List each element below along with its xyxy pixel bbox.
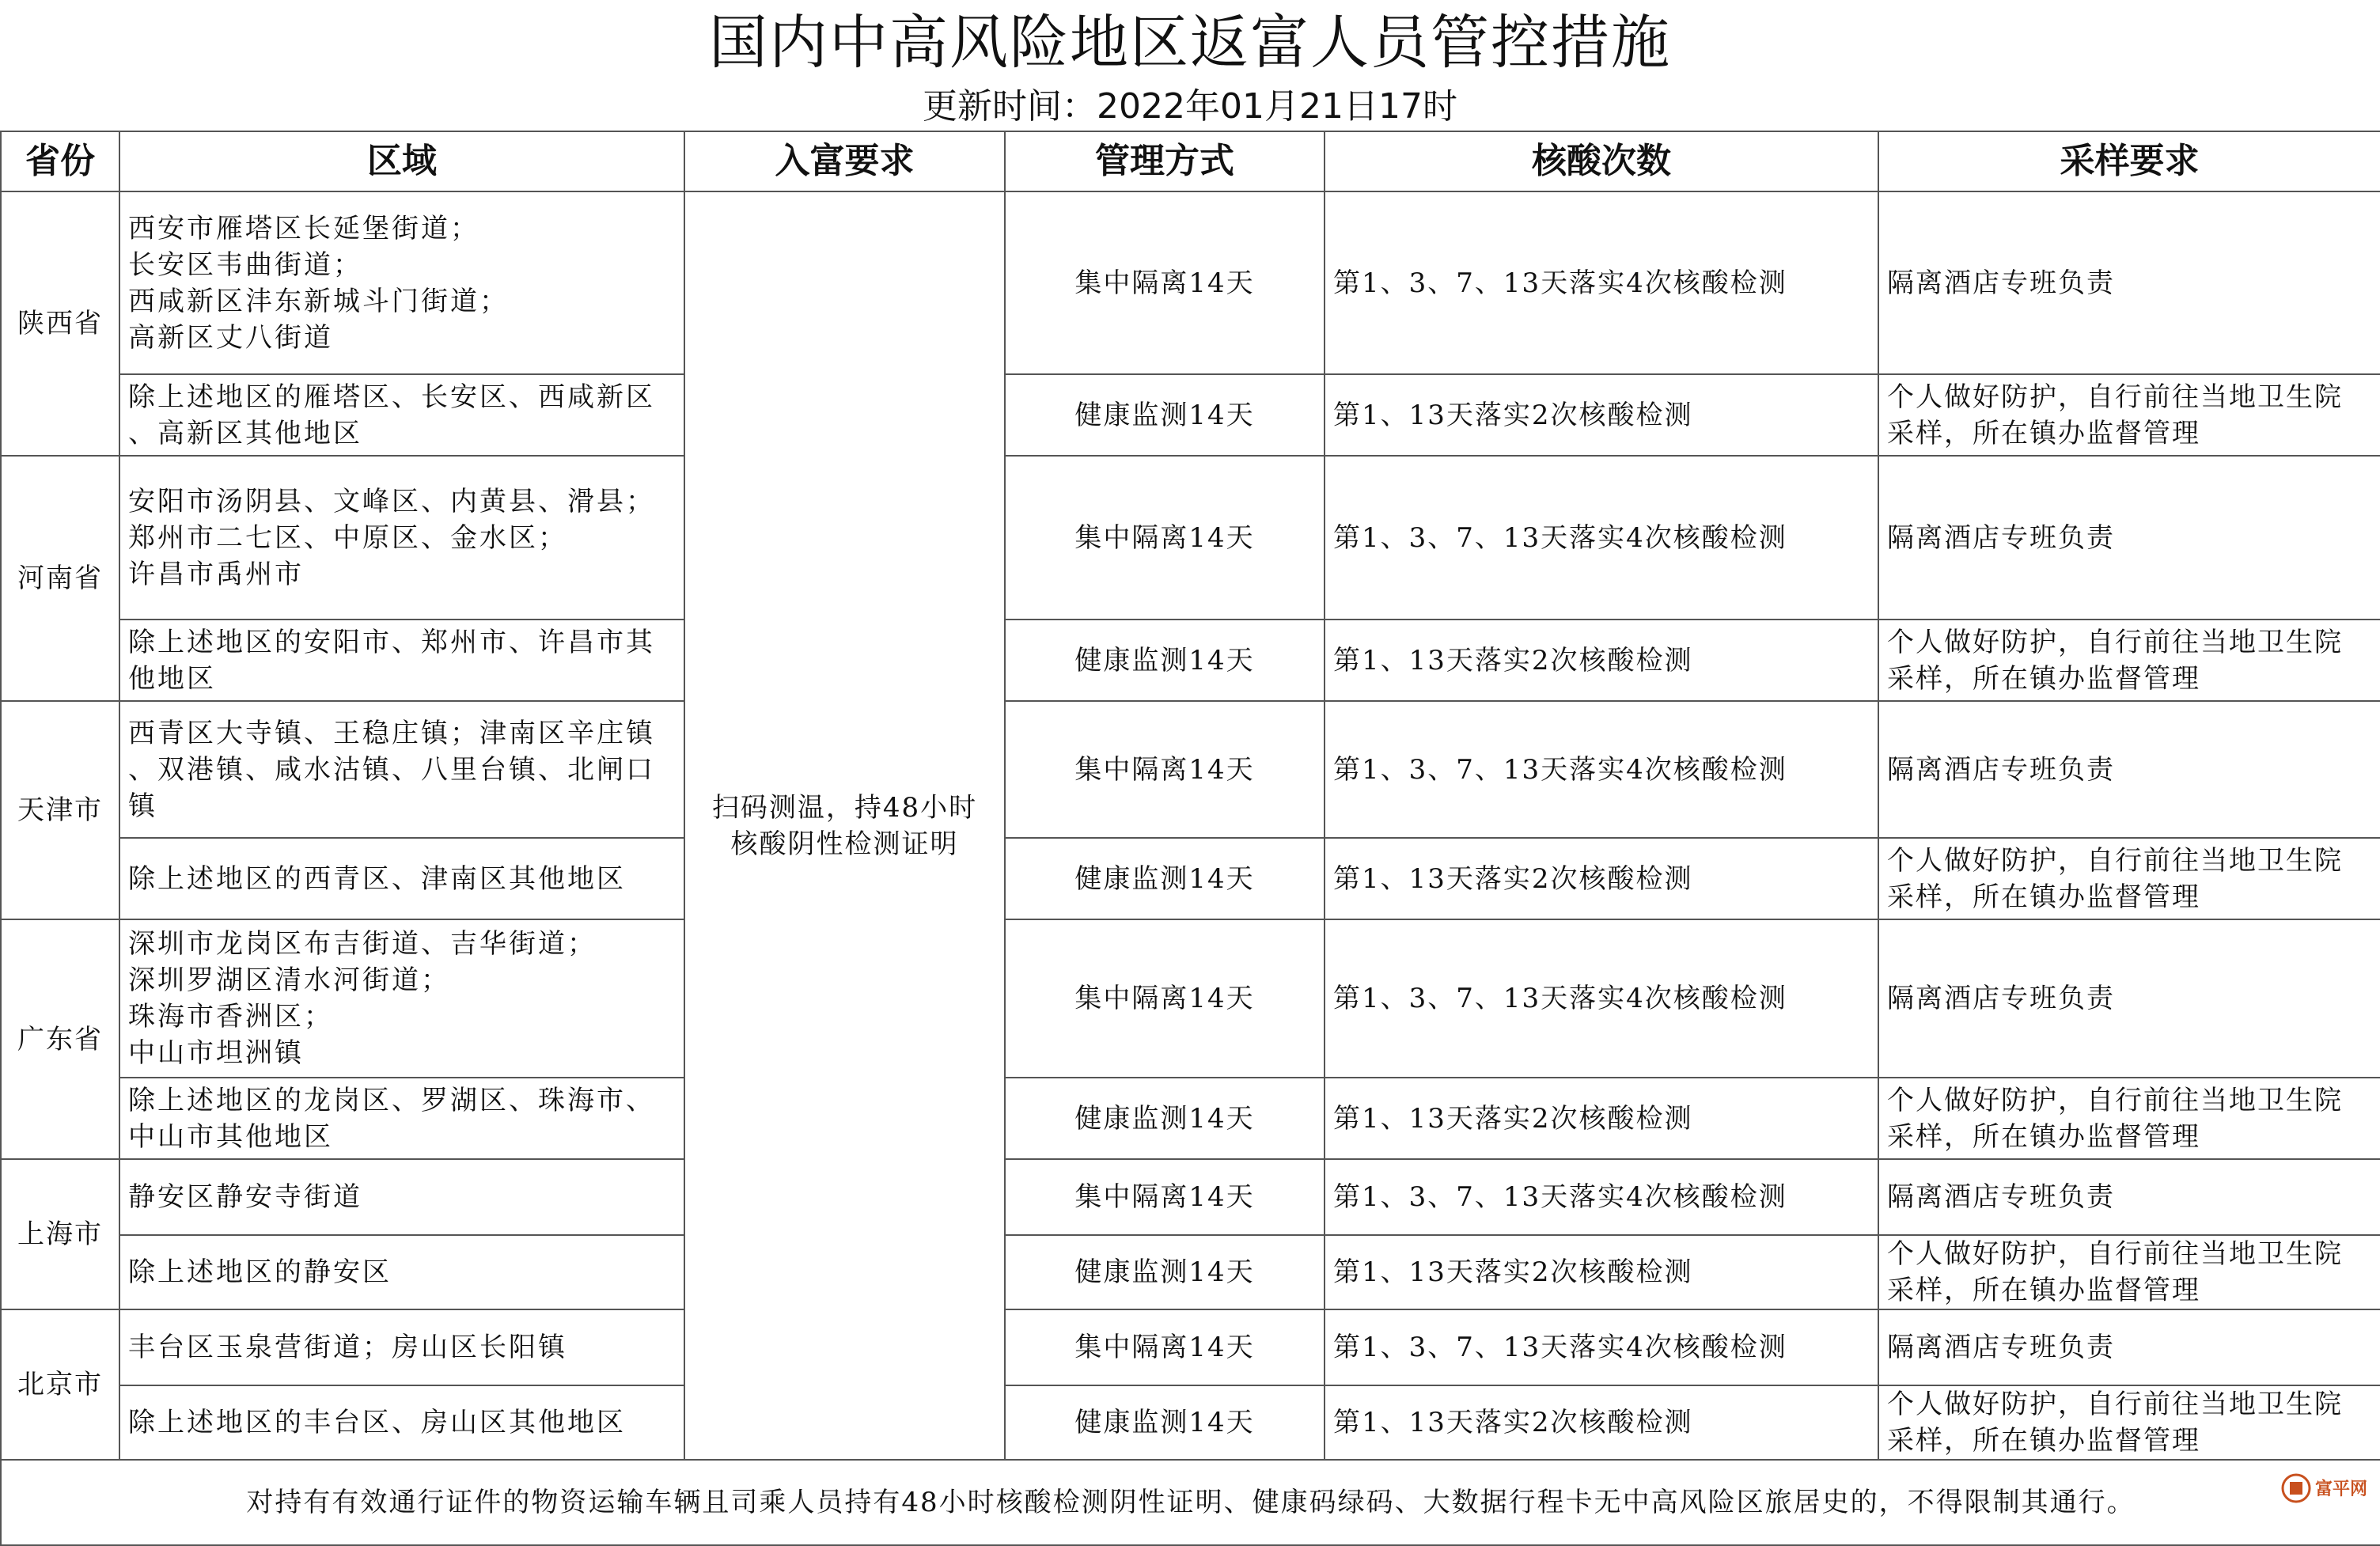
sampling-line: 个人做好防护，自行前往当地卫生院	[1887, 1389, 2343, 1420]
other-area-cell	[119, 1235, 684, 1309]
area-line: 、高新区其他地区	[128, 417, 362, 449]
nucleic-cell: 第1、13天落实2次核酸检测	[1325, 374, 1878, 456]
area-line: 西青区大寺镇、王稳庄镇；津南区辛庄镇	[128, 717, 655, 749]
high-risk-area-cell	[119, 919, 684, 1078]
sampling-line: 个人做好防护，自行前往当地卫生院	[1887, 1238, 2343, 1270]
footer-row	[1, 1460, 2380, 1545]
measures-table	[0, 131, 2380, 1546]
sampling-line: 采样，所在镇办监督管理	[1887, 881, 2200, 913]
entry-requirement-cell	[684, 191, 1005, 1460]
nucleic-cell: 第1、3、7、13天落实4次核酸检测	[1325, 701, 1878, 838]
area-line: 除上述地区的安阳市、郑州市、许昌市其	[128, 626, 655, 658]
province-cell: 广东省	[1, 919, 119, 1159]
area-line: 、双港镇、咸水沽镇、八里台镇、北闸口	[128, 753, 655, 786]
sampling-line: 个人做好防护，自行前往当地卫生院	[1887, 1084, 2343, 1116]
area-line: 中山市坦洲镇	[128, 1037, 304, 1069]
area-line: 深圳市龙岗区布吉街道、吉华街道；	[128, 928, 597, 960]
table-row	[1, 838, 2380, 919]
table-body	[1, 191, 2380, 1460]
other-area-cell	[119, 1078, 684, 1159]
management-cell: 集中隔离14天	[1005, 701, 1325, 838]
area-line: 静安区静安寺街道	[128, 1181, 362, 1213]
table-row	[1, 374, 2380, 456]
sampling-cell	[1878, 374, 2380, 456]
area-line: 西咸新区沣东新城斗门街道；	[128, 285, 509, 317]
province-cell: 上海市	[1, 1159, 119, 1309]
nucleic-cell: 第1、3、7、13天落实4次核酸检测	[1325, 191, 1878, 374]
sampling-cell: 隔离酒店专班负责	[1878, 1309, 2380, 1385]
sampling-cell: 隔离酒店专班负责	[1878, 919, 2380, 1078]
other-area-cell	[119, 1385, 684, 1460]
header-management: 管理方式	[1005, 131, 1325, 191]
sampling-line: 个人做好防护，自行前往当地卫生院	[1887, 844, 2343, 877]
high-risk-area-cell	[119, 456, 684, 620]
nucleic-cell: 第1、3、7、13天落实4次核酸检测	[1325, 919, 1878, 1078]
sampling-cell	[1878, 620, 2380, 701]
management-cell: 健康监测14天	[1005, 1078, 1325, 1159]
management-cell: 集中隔离14天	[1005, 191, 1325, 374]
management-cell: 集中隔离14天	[1005, 456, 1325, 620]
area-line: 珠海市香洲区；	[128, 1001, 333, 1033]
other-area-cell	[119, 374, 684, 456]
header-area: 区域	[119, 131, 684, 191]
area-line: 许昌市禹州市	[128, 558, 304, 590]
watermark-text: 富平网	[2315, 1480, 2368, 1499]
nucleic-cell: 第1、3、7、13天落实4次核酸检测	[1325, 456, 1878, 620]
header-entry: 入富要求	[684, 131, 1005, 191]
area-line: 深圳罗湖区清水河街道；	[128, 964, 450, 996]
table-row	[1, 1235, 2380, 1309]
table-row	[1, 191, 2380, 374]
other-area-cell	[119, 838, 684, 919]
nucleic-cell: 第1、3、7、13天落实4次核酸检测	[1325, 1309, 1878, 1385]
area-line: 郑州市二七区、中原区、金水区；	[128, 521, 567, 554]
management-cell: 健康监测14天	[1005, 1235, 1325, 1309]
nucleic-cell: 第1、13天落实2次核酸检测	[1325, 1235, 1878, 1309]
table-row	[1, 1385, 2380, 1460]
table-row	[1, 456, 2380, 620]
province-cell: 北京市	[1, 1309, 119, 1460]
table-row	[1, 620, 2380, 701]
sampling-cell: 隔离酒店专班负责	[1878, 701, 2380, 838]
high-risk-area-cell	[119, 701, 684, 838]
header-sampling: 采样要求	[1878, 131, 2380, 191]
province-cell: 陕西省	[1, 191, 119, 456]
nucleic-cell: 第1、13天落实2次核酸检测	[1325, 1385, 1878, 1460]
high-risk-area-cell	[119, 1309, 684, 1385]
page-title: 国内中高风险地区返富人员管控措施	[709, 9, 1671, 77]
sampling-line: 采样，所在镇办监督管理	[1887, 1120, 2200, 1153]
province-cell: 河南省	[1, 456, 119, 701]
province-cell: 天津市	[1, 701, 119, 919]
area-line: 西安市雁塔区长延堡街道；	[128, 212, 479, 244]
table-row	[1, 919, 2380, 1078]
header-province: 省份	[1, 131, 119, 191]
sampling-line: 个人做好防护，自行前往当地卫生院	[1887, 626, 2343, 658]
sampling-cell	[1878, 1235, 2380, 1309]
area-line: 除上述地区的龙岗区、罗湖区、珠海市、	[128, 1084, 655, 1116]
sampling-cell: 隔离酒店专班负责	[1878, 191, 2380, 374]
area-line: 长安区韦曲街道；	[128, 248, 362, 281]
management-cell: 健康监测14天	[1005, 838, 1325, 919]
sampling-cell	[1878, 1078, 2380, 1159]
area-line: 除上述地区的静安区	[128, 1256, 392, 1288]
nucleic-cell: 第1、13天落实2次核酸检测	[1325, 838, 1878, 919]
area-line: 他地区	[128, 662, 216, 695]
high-risk-area-cell	[119, 191, 684, 374]
area-line: 镇	[128, 790, 157, 822]
table-row	[1, 1309, 2380, 1385]
area-line: 除上述地区的丰台区、房山区其他地区	[128, 1407, 626, 1438]
other-area-cell	[119, 620, 684, 701]
area-line: 除上述地区的雁塔区、长安区、西咸新区	[128, 381, 655, 413]
sampling-line: 采样，所在镇办监督管理	[1887, 1275, 2200, 1306]
sampling-cell: 隔离酒店专班负责	[1878, 456, 2380, 620]
sampling-line: 个人做好防护，自行前往当地卫生院	[1887, 381, 2343, 413]
management-cell: 健康监测14天	[1005, 620, 1325, 701]
table-row	[1, 1159, 2380, 1235]
management-cell: 健康监测14天	[1005, 1385, 1325, 1460]
area-line: 丰台区玉泉营街道；房山区长阳镇	[128, 1332, 567, 1363]
management-cell: 集中隔离14天	[1005, 1309, 1325, 1385]
entry-requirement-text: 扫码测温，持48小时核酸阴性检测证明	[711, 791, 978, 860]
footer-note: 对持有有效通行证件的物资运输车辆且司乘人员持有48小时核酸检测阴性证明、健康码绿码、大数据行程卡无中高风险区旅居史的，不得限制其通行。	[1, 1460, 2380, 1545]
nucleic-cell: 第1、13天落实2次核酸检测	[1325, 1078, 1878, 1159]
sampling-cell: 隔离酒店专班负责	[1878, 1159, 2380, 1235]
management-cell: 集中隔离14天	[1005, 1159, 1325, 1235]
update-time: 更新时间：2022年01月21日17时	[923, 86, 1457, 127]
header-nucleic: 核酸次数	[1325, 131, 1878, 191]
management-cell: 集中隔离14天	[1005, 919, 1325, 1078]
nucleic-cell: 第1、13天落实2次核酸检测	[1325, 620, 1878, 701]
area-line: 安阳市汤阴县、文峰区、内黄县、滑县；	[128, 485, 655, 517]
sampling-cell	[1878, 1385, 2380, 1460]
area-line: 中山市其他地区	[128, 1120, 333, 1153]
management-cell: 健康监测14天	[1005, 374, 1325, 456]
high-risk-area-cell	[119, 1159, 684, 1235]
header-row	[1, 131, 2380, 191]
area-line: 除上述地区的西青区、津南区其他地区	[128, 862, 626, 895]
site-logo	[2280, 1471, 2375, 1506]
sampling-line: 采样，所在镇办监督管理	[1887, 417, 2200, 449]
sampling-line: 采样，所在镇办监督管理	[1887, 1425, 2200, 1457]
area-line: 高新区丈八街道	[128, 321, 333, 354]
nucleic-cell: 第1、3、7、13天落实4次核酸检测	[1325, 1159, 1878, 1235]
table-row	[1, 1078, 2380, 1159]
sampling-line: 采样，所在镇办监督管理	[1887, 662, 2200, 695]
table-row	[1, 701, 2380, 838]
sampling-cell	[1878, 838, 2380, 919]
